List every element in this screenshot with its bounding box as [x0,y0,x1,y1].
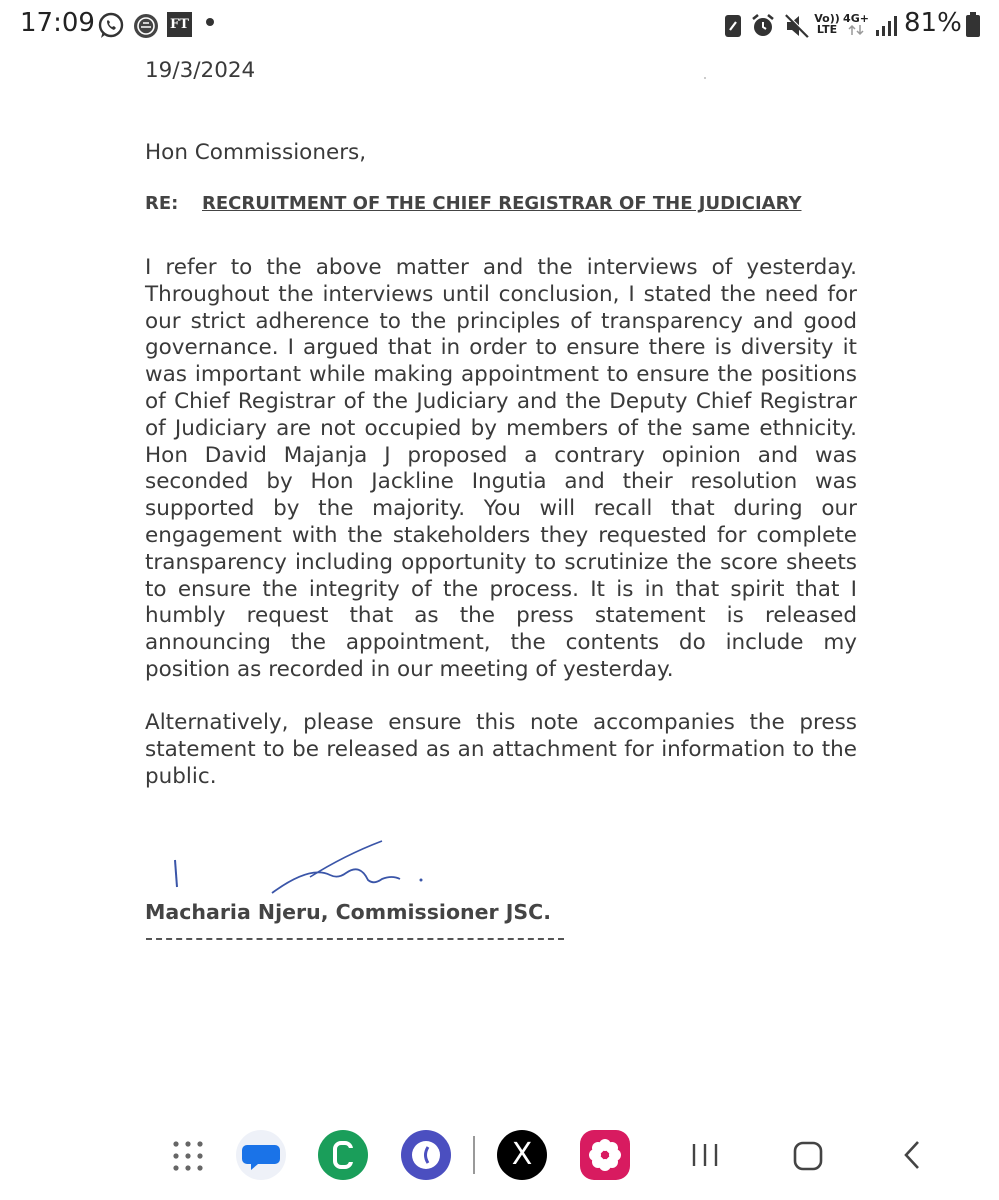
scan-artifact [704,77,706,79]
messages-app[interactable] [236,1130,286,1180]
x-icon: X [511,1137,533,1172]
letter-paragraph-1: I refer to the above matter and the interviews of yesterday. Throughout the interviews until conclusion, I stated the need for our strict adherence to the principles of transparency and good governance. I argued that in order to ensure there is diversity it was important while making appointment to ensure the positions of Chief Registrar of the Judiciary and the Deputy Chief Registrar of Judiciary are not occupied by members of the same ethnicity. Hon David Majanja J proposed a contrary opinion and was seconded by Hon Jackline Ingutia and their resolution was supported by the majority. You will recall that during our engagement with the stakeholders they requested for complete transparency including opportunity to scrutinize the score sheets to ensure the integrity of the process. It is in that spirit that I humbly request that as the press statement is released announcing the appointment, the contents do include my position as recorded in our meeting of yesterday. [145,255,857,682]
network-type: 4G+ [843,13,869,38]
clock-icon [401,1130,451,1180]
app-drawer-icon[interactable] [171,1139,205,1173]
re-label: RE: [145,193,179,214]
whatsapp-icon [97,12,125,40]
network-arrows-icon [846,24,866,36]
battery-icon [964,11,982,39]
phone-icon [318,1130,368,1180]
app-icon [132,12,160,40]
letter-date: 19/3/2024 [145,58,256,83]
signatory-name: Macharia Njeru, Commissioner JSC. [145,900,551,924]
re-subject: RECRUITMENT OF THE CHIEF REGISTRAR OF THE JUDICIARY [202,193,802,214]
alarm-icon [749,12,777,40]
letter-salutation: Hon Commissioners, [145,140,367,165]
nfc-icon [722,12,744,40]
signature-rule [146,938,564,940]
dock-separator [473,1136,475,1174]
flower-app[interactable] [580,1130,630,1180]
volte-icon: Vo)) LTE [814,12,840,36]
x-app[interactable] [497,1130,547,1180]
phone-app[interactable] [318,1130,368,1180]
ft-icon: FT [167,12,192,37]
signature-image [160,835,440,905]
recent-apps-icon[interactable] [688,1138,722,1172]
flower-app-icon [580,1130,630,1180]
status-bar [0,0,999,52]
signal-icon [874,14,898,38]
home-icon[interactable] [790,1138,826,1174]
battery-percent: 81% [904,8,962,38]
status-time: 17:09 [20,8,95,38]
letter-subject-line [145,193,802,214]
mute-icon [783,12,811,40]
messages-icon [236,1130,286,1180]
clock-app[interactable] [401,1130,451,1180]
back-icon[interactable] [898,1138,928,1172]
notification-dot [206,18,214,26]
letter-paragraph-2: Alternatively, please ensure this note accompanies the press statement to be released as an attachment for information to the public. [145,710,857,789]
